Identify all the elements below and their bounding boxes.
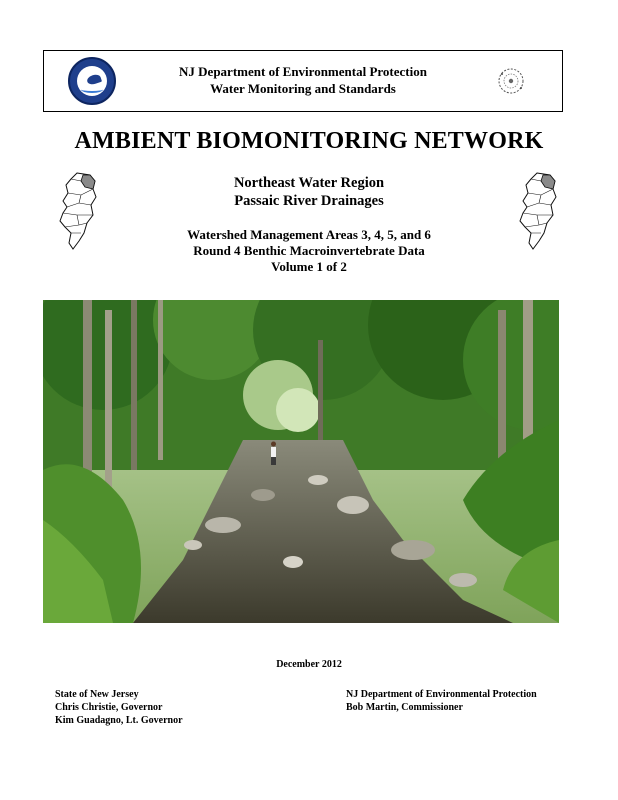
department-footer-name: NJ Department of Environmental Protection bbox=[346, 689, 537, 700]
drainage-name: Passaic River Drainages bbox=[234, 193, 384, 209]
state-name: State of New Jersey bbox=[55, 689, 139, 700]
state-officials bbox=[55, 688, 183, 727]
commissioner: Bob Martin, Commissioner bbox=[346, 702, 463, 713]
page-title: AMBIENT BIOMONITORING NETWORK bbox=[74, 128, 544, 154]
header-box bbox=[43, 50, 563, 112]
lt-governor: Kim Guadagno, Lt. Governor bbox=[55, 715, 183, 726]
data-description: Round 4 Benthic Macroinvertebrate Data bbox=[193, 243, 425, 258]
volume-label: Volume 1 of 2 bbox=[271, 259, 347, 274]
department-officials bbox=[346, 688, 537, 714]
region-name: Northeast Water Region bbox=[233, 175, 385, 191]
stream-photo bbox=[43, 300, 559, 623]
round-stamp-icon bbox=[494, 65, 528, 97]
report-subtitle bbox=[0, 227, 618, 275]
watershed-areas: Watershed Management Areas 3, 4, 5, and 6 bbox=[187, 227, 431, 242]
publication-date: December 2012 bbox=[276, 659, 342, 670]
department-name: NJ Department of Environmental Protection bbox=[179, 64, 427, 79]
region-heading bbox=[0, 174, 618, 210]
division-name: Water Monitoring and Standards bbox=[210, 81, 396, 96]
governor: Chris Christie, Governor bbox=[55, 702, 163, 713]
header-text bbox=[44, 63, 562, 97]
